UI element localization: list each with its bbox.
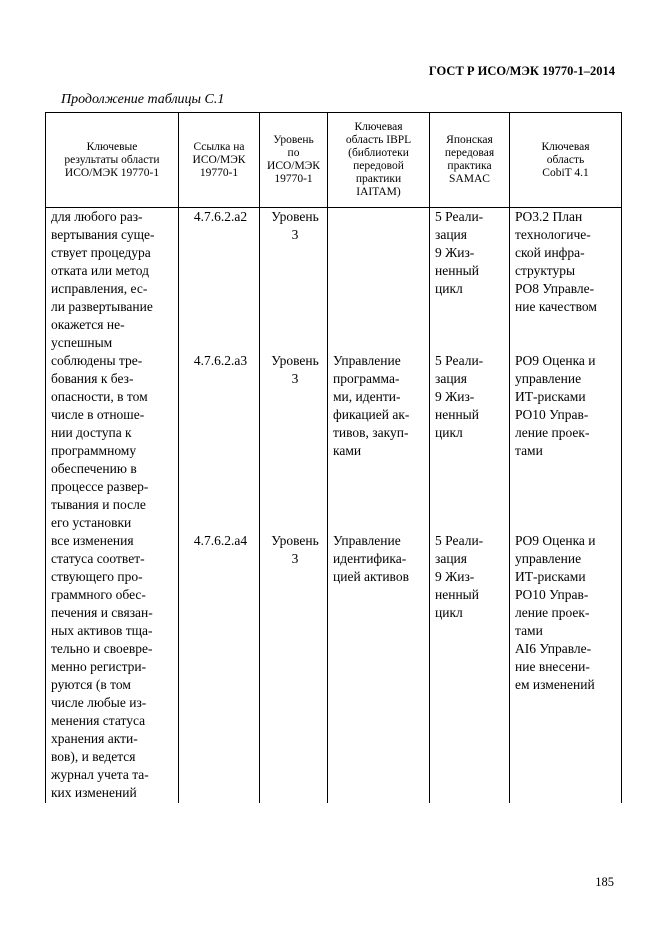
- column-header-ibpl: Ключевая область IBPL (библиотеки передовой практики IAITAM): [328, 113, 430, 208]
- table-caption: Продолжение таблицы С.1: [61, 92, 225, 107]
- continuation-table: [45, 112, 622, 803]
- cell-samac: 5 Реали- зация 9 Жиз- ненный цикл: [430, 532, 510, 803]
- cell-cobit: PO9 Оценка и управление ИТ-рисками PO10 Управ- ление проек- тами AI6 Управле- ние внесени- ем изменений: [510, 532, 622, 803]
- cell-outcome: для любого раз- вертывания суще- ствует процедура отката или метод исправления, ес- ли развертывание окажется не- успешным: [46, 208, 179, 353]
- column-header-samac: Японская передовая практика SAMAC: [430, 113, 510, 208]
- cell-samac: 5 Реали- зация 9 Жиз- ненный цикл: [430, 208, 510, 353]
- cell-level: Уровень 3: [260, 352, 328, 532]
- cell-reference: 4.7.6.2.a4: [179, 532, 260, 803]
- cell-ibpl: Управление идентифика- цией активов: [328, 532, 430, 803]
- cell-ibpl: Управление программа- ми, иденти- фикацией ак- тивов, закуп- ками: [328, 352, 430, 532]
- cell-cobit: PO9 Оценка и управление ИТ-рисками PO10 Управ- ление проек- тами: [510, 352, 622, 532]
- table-header-row: [46, 113, 622, 208]
- cell-outcome: все изменения статуса соответ- ствующего про- граммного обес- печения и связан- ных активов тща- тельно и своевре- менно регистри- руются (в том числе любые из- менения статуса хранения акти- вов), и ведется журнал учета та- ких изменений: [46, 532, 179, 803]
- table-row: [46, 208, 622, 353]
- cell-ibpl: [328, 208, 430, 353]
- cell-level: Уровень 3: [260, 532, 328, 803]
- column-header-outcomes: Ключевые результаты области ИСО/МЭК 19770-1: [46, 113, 179, 208]
- cell-reference: 4.7.6.2.a2: [179, 208, 260, 353]
- table-row: [46, 352, 622, 532]
- cell-reference: 4.7.6.2.a3: [179, 352, 260, 532]
- cell-outcome: соблюдены тре- бования к без- опасности, в том числе в отноше- нии доступа к программному обеспечению в процессе развер- тывания и после его установки: [46, 352, 179, 532]
- column-header-level: Уровень по ИСО/МЭК 19770-1: [260, 113, 328, 208]
- cell-samac: 5 Реали- зация 9 Жиз- ненный цикл: [430, 352, 510, 532]
- table-row: [46, 532, 622, 803]
- page-number: 185: [595, 875, 614, 889]
- document-code: ГОСТ Р ИСО/МЭК 19770-1–2014: [428, 64, 615, 78]
- column-header-reference: Ссылка на ИСО/МЭК 19770-1: [179, 113, 260, 208]
- cell-level: Уровень 3: [260, 208, 328, 353]
- cell-cobit: PO3.2 План технологиче- ской инфра- структуры PO8 Управле- ние качеством: [510, 208, 622, 353]
- column-header-cobit: Ключевая область CobiT 4.1: [510, 113, 622, 208]
